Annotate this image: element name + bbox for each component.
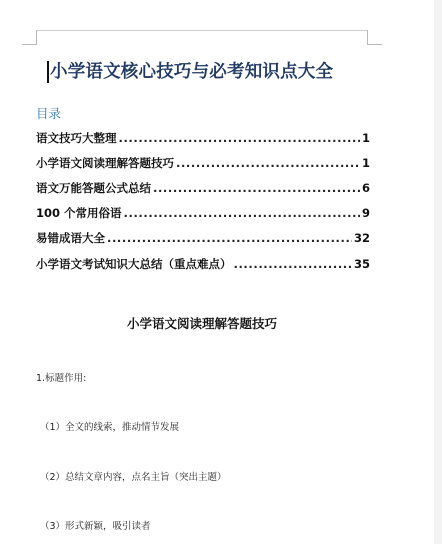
toc-entry[interactable]	[36, 155, 370, 173]
page-corner-mark-left-h	[22, 44, 37, 45]
toc-entry[interactable]	[36, 230, 370, 248]
page-top-border	[36, 30, 368, 31]
toc-entry-label: 语文技巧大整理	[36, 131, 117, 145]
toc-dot-leader	[234, 257, 352, 271]
toc-entry-page: 9	[361, 206, 370, 220]
body-paragraph[interactable]: 1.标题作用:	[36, 373, 87, 384]
toc-dot-leader	[107, 231, 352, 245]
toc-entry-page: 6	[361, 181, 370, 195]
toc-entry-page: 1	[361, 131, 370, 145]
toc-entry-page: 35	[353, 257, 370, 271]
toc-dot-leader	[119, 131, 360, 145]
toc-dot-leader	[124, 206, 360, 220]
toc-dot-leader	[153, 181, 360, 195]
document-title[interactable]: 小学语文核心技巧与必考知识点大全	[50, 62, 334, 82]
toc-entry-label: 小学语文阅读理解答题技巧	[36, 156, 174, 170]
page-corner-mark-right	[367, 30, 368, 44]
toc-entry[interactable]	[36, 256, 370, 274]
toc-entry-label: 易错成语大全	[36, 231, 105, 245]
toc-entry-page: 32	[353, 231, 370, 245]
toc-entry[interactable]	[36, 180, 370, 198]
page-corner-mark-left	[36, 30, 37, 44]
toc-entry-label: 100 个常用俗语	[36, 206, 122, 220]
page-edge-shadow	[434, 0, 442, 544]
toc-dot-leader	[176, 156, 360, 170]
body-paragraph[interactable]: （2）总结文章内容，点名主旨（突出主题）	[40, 472, 227, 483]
toc-heading[interactable]: 目录	[36, 106, 62, 121]
page-corner-mark-right-h	[367, 44, 382, 45]
toc-entry[interactable]	[36, 130, 370, 148]
section-heading[interactable]: 小学语文阅读理解答题技巧	[126, 316, 277, 331]
toc-entry-label: 语文万能答题公式总结	[36, 181, 151, 195]
body-paragraph[interactable]: （3）形式新颖，吸引读者	[40, 521, 151, 532]
text-cursor	[47, 61, 49, 83]
toc-entry-label: 小学语文考试知识大总结（重点难点）	[36, 257, 232, 271]
toc-entry-page: 1	[361, 156, 370, 170]
body-paragraph[interactable]: （1）全文的线索，推动情节发展	[40, 422, 180, 433]
toc-entry[interactable]	[36, 205, 370, 223]
